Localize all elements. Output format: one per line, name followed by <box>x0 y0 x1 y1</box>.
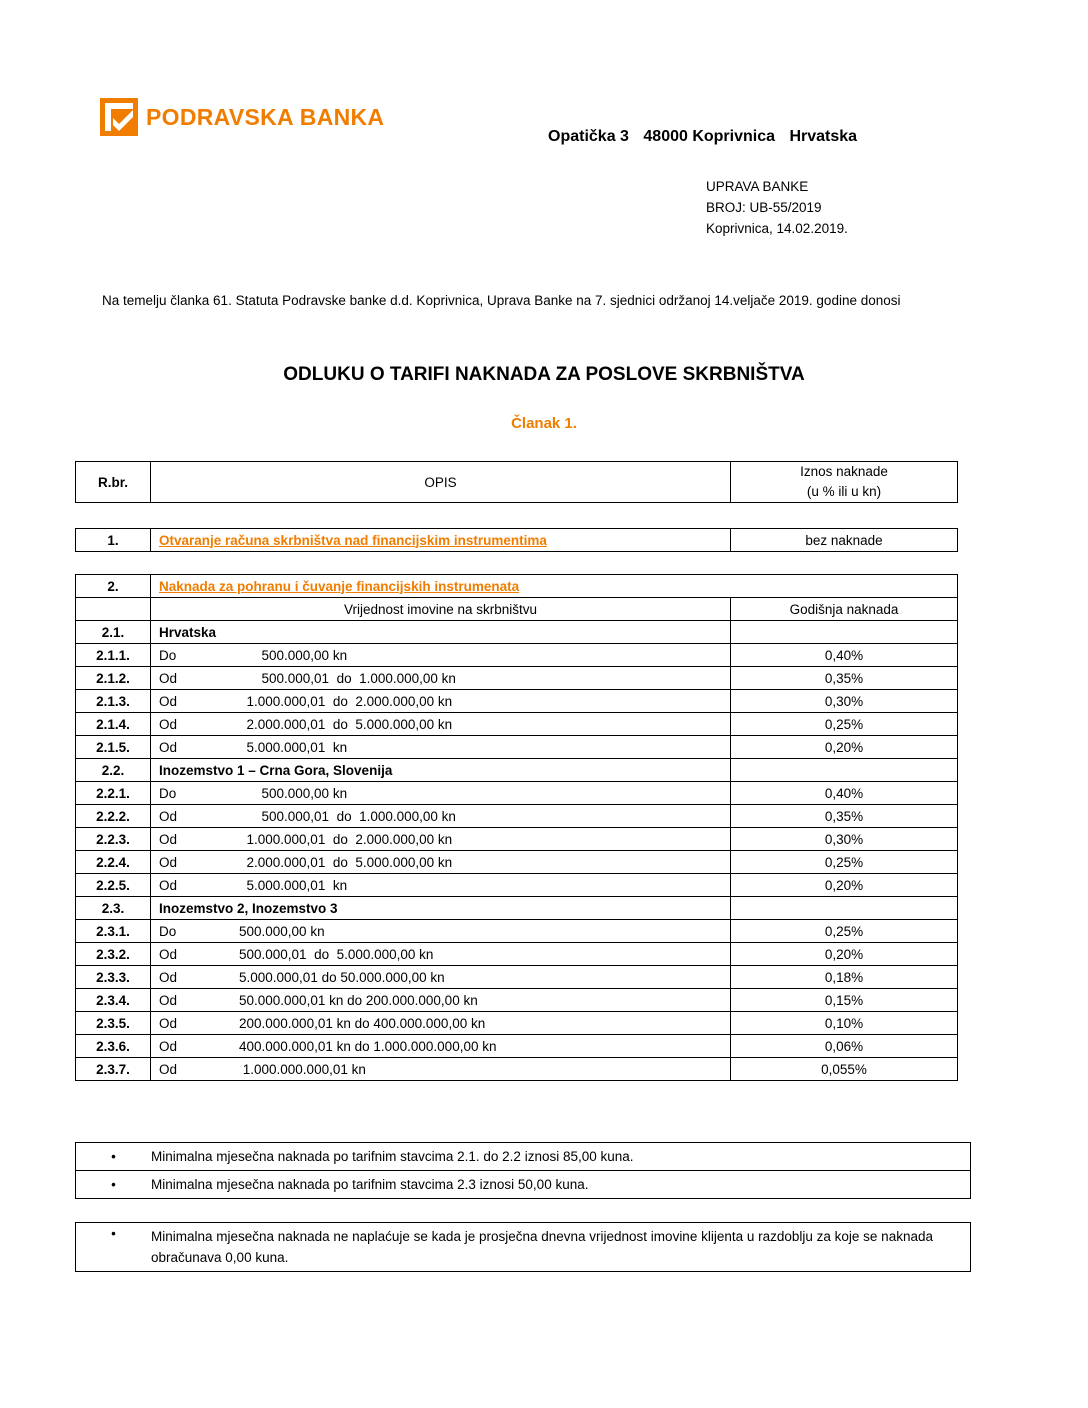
tariff-fee: 0,25% <box>731 851 958 874</box>
item1-rbr: 1. <box>76 529 151 552</box>
tariff-row <box>76 989 958 1012</box>
tariff-range: 500.000,01 do 1.000.000,00 kn <box>239 670 456 686</box>
tariff-rbr: 2.1.4. <box>76 713 151 736</box>
table-item-2 <box>75 574 958 1081</box>
tariff-fee: 0,40% <box>731 782 958 805</box>
tariff-fee: 0,20% <box>731 943 958 966</box>
tariff-range: 500.000,00 kn <box>239 647 348 663</box>
tariff-rbr: 2.3.1. <box>76 920 151 943</box>
bullet: • <box>111 1149 116 1164</box>
tariff-fee: 0,40% <box>731 644 958 667</box>
tariff-fee: 0,20% <box>731 874 958 897</box>
tariff-range: 400.000.000,01 kn do 1.000.000.000,00 kn <box>239 1038 497 1054</box>
tariff-row <box>76 828 958 851</box>
note-text: Minimalna mjesečna naknada po tarifnim stavcima 2.1. do 2.2 iznosi 85,00 kuna. <box>151 1149 634 1164</box>
note-item <box>76 1223 970 1271</box>
tariff-row <box>76 920 958 943</box>
document-meta <box>706 176 848 239</box>
notes-box-1 <box>75 1142 971 1199</box>
tariff-rbr: 2.3.5. <box>76 1012 151 1035</box>
tariff-row <box>76 943 958 966</box>
tariff-fee: 0,06% <box>731 1035 958 1058</box>
tariff-rbr: 2.2.3. <box>76 828 151 851</box>
tariff-row <box>76 713 958 736</box>
tariff-fee: 0,20% <box>731 736 958 759</box>
tariff-fee: 0,30% <box>731 690 958 713</box>
tariff-keyword: Od <box>159 946 178 962</box>
tariff-fee: 0,18% <box>731 966 958 989</box>
bullet: • <box>111 1226 116 1241</box>
tariff-range: 5.000.000,01 kn <box>239 877 348 893</box>
tariff-rbr: 2.2.1. <box>76 782 151 805</box>
tariff-keyword: Od <box>159 739 178 755</box>
header-rbr: R.br. <box>76 462 151 503</box>
tariff-range: 5.000.000,01 do 50.000.000,00 kn <box>239 969 445 985</box>
tariff-rbr: 2.2.2. <box>76 805 151 828</box>
tariff-range: 500.000,01 do 1.000.000,00 kn <box>239 808 456 824</box>
tariff-keyword: Od <box>159 716 178 732</box>
tariff-keyword: Od <box>159 831 178 847</box>
tariff-keyword: Od <box>159 877 178 893</box>
bank-logo <box>100 98 384 136</box>
tariff-keyword: Od <box>159 808 178 824</box>
tariff-rbr: 2.1.2. <box>76 667 151 690</box>
tariff-group-row <box>76 759 958 782</box>
col-value-header: Vrijednost imovine na skrbništvu <box>151 598 731 621</box>
tariff-rbr: 2.3.2. <box>76 943 151 966</box>
note-item <box>76 1171 970 1198</box>
tariff-group-row <box>76 621 958 644</box>
tariff-keyword: Do <box>159 923 177 939</box>
tariff-rbr: 2.3.4. <box>76 989 151 1012</box>
meta-date: Koprivnica, 14.02.2019. <box>706 221 848 236</box>
table-item-1 <box>75 528 958 552</box>
note-text: Minimalna mjesečna naknada po tarifnim stavcima 2.3 iznosi 50,00 kuna. <box>151 1177 589 1192</box>
tariff-fee: 0,25% <box>731 713 958 736</box>
tariff-rbr: 2.3.3. <box>76 966 151 989</box>
tariff-keyword: Od <box>159 1015 178 1031</box>
tariff-range: 1.000.000,01 do 2.000.000,00 kn <box>239 831 453 847</box>
notes-box-2 <box>75 1222 971 1272</box>
tariff-range: 1.000.000.000,01 kn <box>239 1061 366 1077</box>
note-text: Minimalna mjesečna naknada ne naplaćuje se kada je prosječna dnevna vrijednost imovine klijenta u razdoblju za koje se naknada obračunava 0,00 kuna. <box>151 1229 933 1265</box>
tariff-range: 2.000.000,01 do 5.000.000,00 kn <box>239 716 453 732</box>
tariff-row <box>76 690 958 713</box>
address-city: 48000 Koprivnica <box>643 128 776 145</box>
tariff-row <box>76 736 958 759</box>
tariff-range: 500.000,00 kn <box>239 785 348 801</box>
header-iznos-line2: (u % ili u kn) <box>806 484 882 499</box>
tariff-row <box>76 1012 958 1035</box>
tariff-range: 200.000.000,01 kn do 400.000.000,00 kn <box>239 1015 486 1031</box>
tariff-fee: 0,15% <box>731 989 958 1012</box>
tariff-keyword: Od <box>159 969 178 985</box>
note-item <box>76 1143 970 1171</box>
tariff-fee: 0,10% <box>731 1012 958 1035</box>
tariff-keyword: Od <box>159 1061 178 1077</box>
tariff-rbr: 2.2.4. <box>76 851 151 874</box>
tariff-row <box>76 1058 958 1081</box>
tariff-row <box>76 851 958 874</box>
item1-iznos: bez naknade <box>731 529 958 552</box>
group-name: Inozemstvo 1 – Crna Gora, Slovenija <box>151 759 731 782</box>
group-rbr: 2.3. <box>76 897 151 920</box>
tariff-row <box>76 667 958 690</box>
group-name: Inozemstvo 2, Inozemstvo 3 <box>151 897 731 920</box>
table-header <box>75 461 958 503</box>
item2-rbr: 2. <box>76 575 151 598</box>
tariff-range: 500.000,01 do 5.000.000,00 kn <box>239 946 434 962</box>
tariff-range: 2.000.000,01 do 5.000.000,00 kn <box>239 854 453 870</box>
header-opis: OPIS <box>151 462 731 503</box>
tariff-keyword: Od <box>159 1038 178 1054</box>
col-fee-header: Godišnja naknada <box>731 598 958 621</box>
header-iznos-line1: Iznos naknade <box>800 464 888 479</box>
item2-opis: Naknada za pohranu i čuvanje financijskih instrumenata <box>159 578 520 594</box>
group-name: Hrvatska <box>151 621 731 644</box>
article-heading: Članak 1. <box>511 415 577 432</box>
tariff-rbr: 2.1.3. <box>76 690 151 713</box>
tariff-fee: 0,35% <box>731 805 958 828</box>
tariff-rbr: 2.1.5. <box>76 736 151 759</box>
tariff-row <box>76 1035 958 1058</box>
address-street: Opatička 3 <box>548 128 629 145</box>
tariff-row <box>76 644 958 667</box>
bank-logo-icon <box>100 98 138 136</box>
tariff-keyword: Od <box>159 670 178 686</box>
meta-number: BROJ: UB-55/2019 <box>706 200 822 215</box>
tariff-keyword: Od <box>159 854 178 870</box>
bullet: • <box>111 1177 116 1192</box>
tariff-row <box>76 805 958 828</box>
intro-paragraph: Na temelju članka 61. Statuta Podravske banke d.d. Koprivnica, Uprava Banke na 7. sjednici održanoj 14.veljače 2019. godine donosi <box>102 293 901 308</box>
header-iznos <box>731 462 958 503</box>
tariff-range: 500.000,00 kn <box>239 923 325 939</box>
tariff-rbr: 2.2.5. <box>76 874 151 897</box>
document-title: ODLUKU O TARIFI NAKNADA ZA POSLOVE SKRBNIŠTVA <box>283 364 805 385</box>
address-country: Hrvatska <box>789 128 858 145</box>
tariff-fee: 0,30% <box>731 828 958 851</box>
tariff-keyword: Od <box>159 693 178 709</box>
tariff-range: 50.000.000,01 kn do 200.000.000,00 kn <box>239 992 478 1008</box>
tariff-rbr: 2.3.7. <box>76 1058 151 1081</box>
tariff-rbr: 2.3.6. <box>76 1035 151 1058</box>
logo-text: PODRAVSKA BANKA <box>146 103 385 130</box>
tariff-range: 1.000.000,01 do 2.000.000,00 kn <box>239 693 453 709</box>
tariff-row <box>76 874 958 897</box>
bank-address <box>548 128 867 146</box>
tariff-fee: 0,35% <box>731 667 958 690</box>
group-rbr: 2.1. <box>76 621 151 644</box>
item1-opis: Otvaranje računa skrbništva nad financijskim instrumentima <box>159 532 547 548</box>
tariff-group-row <box>76 897 958 920</box>
tariff-row <box>76 782 958 805</box>
tariff-range: 5.000.000,01 kn <box>239 739 348 755</box>
tariff-keyword: Do <box>159 785 177 801</box>
tariff-fee: 0,055% <box>731 1058 958 1081</box>
group-rbr: 2.2. <box>76 759 151 782</box>
tariff-fee: 0,25% <box>731 920 958 943</box>
tariff-rbr: 2.1.1. <box>76 644 151 667</box>
tariff-row <box>76 966 958 989</box>
tariff-keyword: Od <box>159 992 178 1008</box>
meta-issuer: UPRAVA BANKE <box>706 179 809 194</box>
tariff-keyword: Do <box>159 647 177 663</box>
